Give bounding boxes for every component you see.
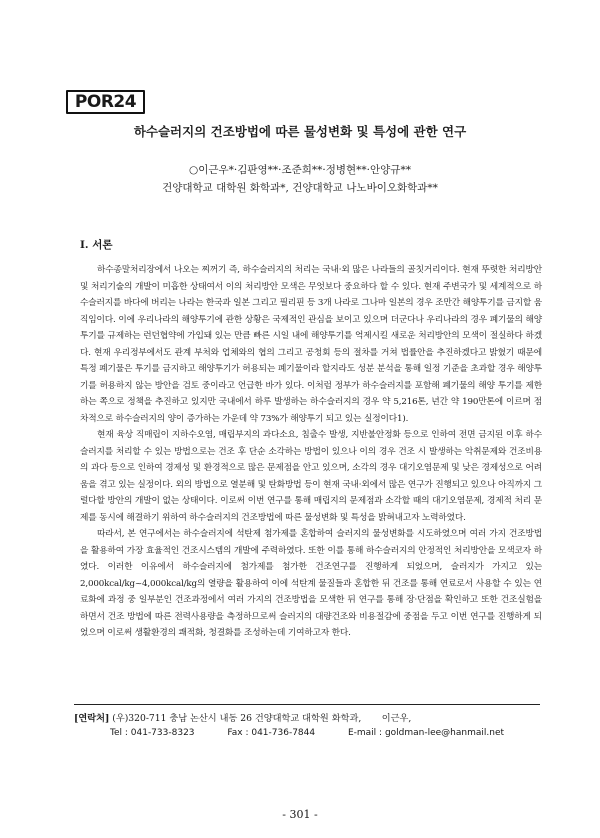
- contact-fax: Fax : 041-736-7844: [227, 728, 316, 738]
- paragraph-1: 하수종말처리장에서 나오는 찌꺼기 즉, 하수슬러지의 처리는 국내·외 많은 나라들의 골칫거리이다. 현재 뚜렷한 처리방안 및 처리기술의 개발이 미흡한 상태여서 이의 처리방안 모색은 무엇보다 중요하다 할 수 있다. 현재 주변국가 및 세계적으로 하수슬러지를 바다에 버리는 나라는 한국과 일본 그리고 필리핀 등 3개 나라로 그나마 일본의 경우 조만간 해양투기를 금지할 움직임이다. 이에 우리나라의 해양투기에 관한 상황은 국제적인 관심을 보이고 있으며 더군다나 우리나라의 경우 폐기물의 해양투기를 규제하는 런던협약에 가입돼 있는 만큼 빠른 시일 내에 해양투기를 억제시킬 새로운 처리방안의 모색이 절실하다 하겠다. 현재 우리정부에서도 관계 부처와 업체와의 협의 그리고 공청회 등의 절차를 거쳐 법률안을 추진하겠다고 밝혔기 때문에 특정 폐기물은 투기를 금지하고 해양투기가 허용되는 폐기물이라 할지라도 성분 분석을 통해 일정 기준을 초과할 경우 해양투기를 허용하지 않는 방안을 검토 중이라고 언급한 바가 있다. 이처럼 정부가 하수슬러지를 포함해 폐기물의 해양 투기를 제한하는 쪽으로 정책을 추진하고 있지만 국내에서 하루 발생하는 하수슬러지의 경우 약 5,216톤, 년간 약 190만톤에 이르며 점차적으로 하수슬러지의 양이 증가하는 가운데 약 73%가 해양투기 되고 있는 실정이다1).: [80, 265, 542, 424]
- paper-title: 하수슬러지의 건조방법에 따른 물성변화 및 특성에 관한 연구: [133, 124, 467, 139]
- section-heading: Ⅰ. 서론: [80, 239, 113, 251]
- contact-email: E-mail : goldman-lee@hanmail.net: [347, 728, 505, 738]
- author-list: ○이근우*·김판영**·조준희**·정병현**·안양규**: [189, 164, 411, 176]
- contact-address: (우)320-711 충남 논산시 내동 26 건양대학교 대학원 화학과,: [112, 713, 362, 724]
- footer-divider: [74, 704, 540, 705]
- contact-person: 이근우,: [381, 713, 412, 724]
- contact-line: [74, 710, 544, 724]
- paper-code-box: [66, 90, 145, 114]
- paragraph-2: 현재 육상 직매립이 지하수오염, 매립부지의 과다소요, 침출수 발생, 지반불안정화 등으로 인하여 전면 금지된 이후 하수슬러지를 처리할 수 있는 방법으로는 건조 후 단순 소각하는 방법이 있으나 이의 경우 건조 시 발생하는 악취문제와 건조비용의 과다 등으로 인하여 경제성 및 환경적으로 많은 문제점을 안고 있으며, 소각의 경우 대기오염문제 및 낮은 경제성으로 어려움을 겪고 있는 실정이다. 외의 방법으로 열분해 및 탄화방법 등이 현재 국내·외에서 많은 연구가 진행되고 있으나 아직까지 그럴다할 방안의 개발이 없는 상태이다. 이로써 이번 연구를 통해 매립지의 문제점과 소각할 때의 대기오염문제, 경제적 처리 문제를 동시에 해결하기 위하여 하수슬러지의 건조방법에 따른 물성변화 및 특성을 밝혀내고자 노력하였다.: [80, 430, 542, 523]
- affiliation: 건양대학교 대학원 화학과*, 건양대학교 나노바이오화학과**: [162, 182, 438, 194]
- paragraph-3: 따라서, 본 연구에서는 하수슬러지에 석탄제 첨가제를 혼합하여 슬러지의 물성변화를 시도하였으며 여러 가지 건조방법을 활용하여 가장 효율적인 건조시스템의 개발에 주력하였다. 또한 이를 통해 하수슬러지의 안정적인 처리방안을 모색코자 하였다. 이러한 이유에서 하수슬러지에 첨가제를 첨가한 건조연구를 진행하게 되었으며, 슬러지가 가지고 있는 2,000kcal/kg~4,000kcal/kg의 열량을 활용하여 이에 석탄계 물질들과 혼합한 뒤 건조를 통해 연료로서 사용할 수 있는 연료화에 과정 중 일부분인 건조과정에서 여러 가지의 건조방법을 모색한 뒤 연구를 통해 장·단점을 확인하고 또한 건조실험을 하면서 건조 방법에 따른 전력사용량을 측정하므로써 슬러지의 대량건조와 비용절감에 중점을 두고 이번 연구를 진행하게 되었으며 이로써 생활환경의 쾌적화, 청결화를 조성하는데 기여하고자 한다.: [80, 529, 542, 638]
- contact-details: [110, 728, 550, 738]
- page-number: - 301 -: [282, 808, 318, 821]
- contact-tel: Tel : 041-733-8323: [110, 728, 195, 738]
- contact-label: [연락처]: [74, 713, 110, 724]
- paper-code: POR24: [74, 92, 137, 112]
- body-text: [80, 262, 542, 642]
